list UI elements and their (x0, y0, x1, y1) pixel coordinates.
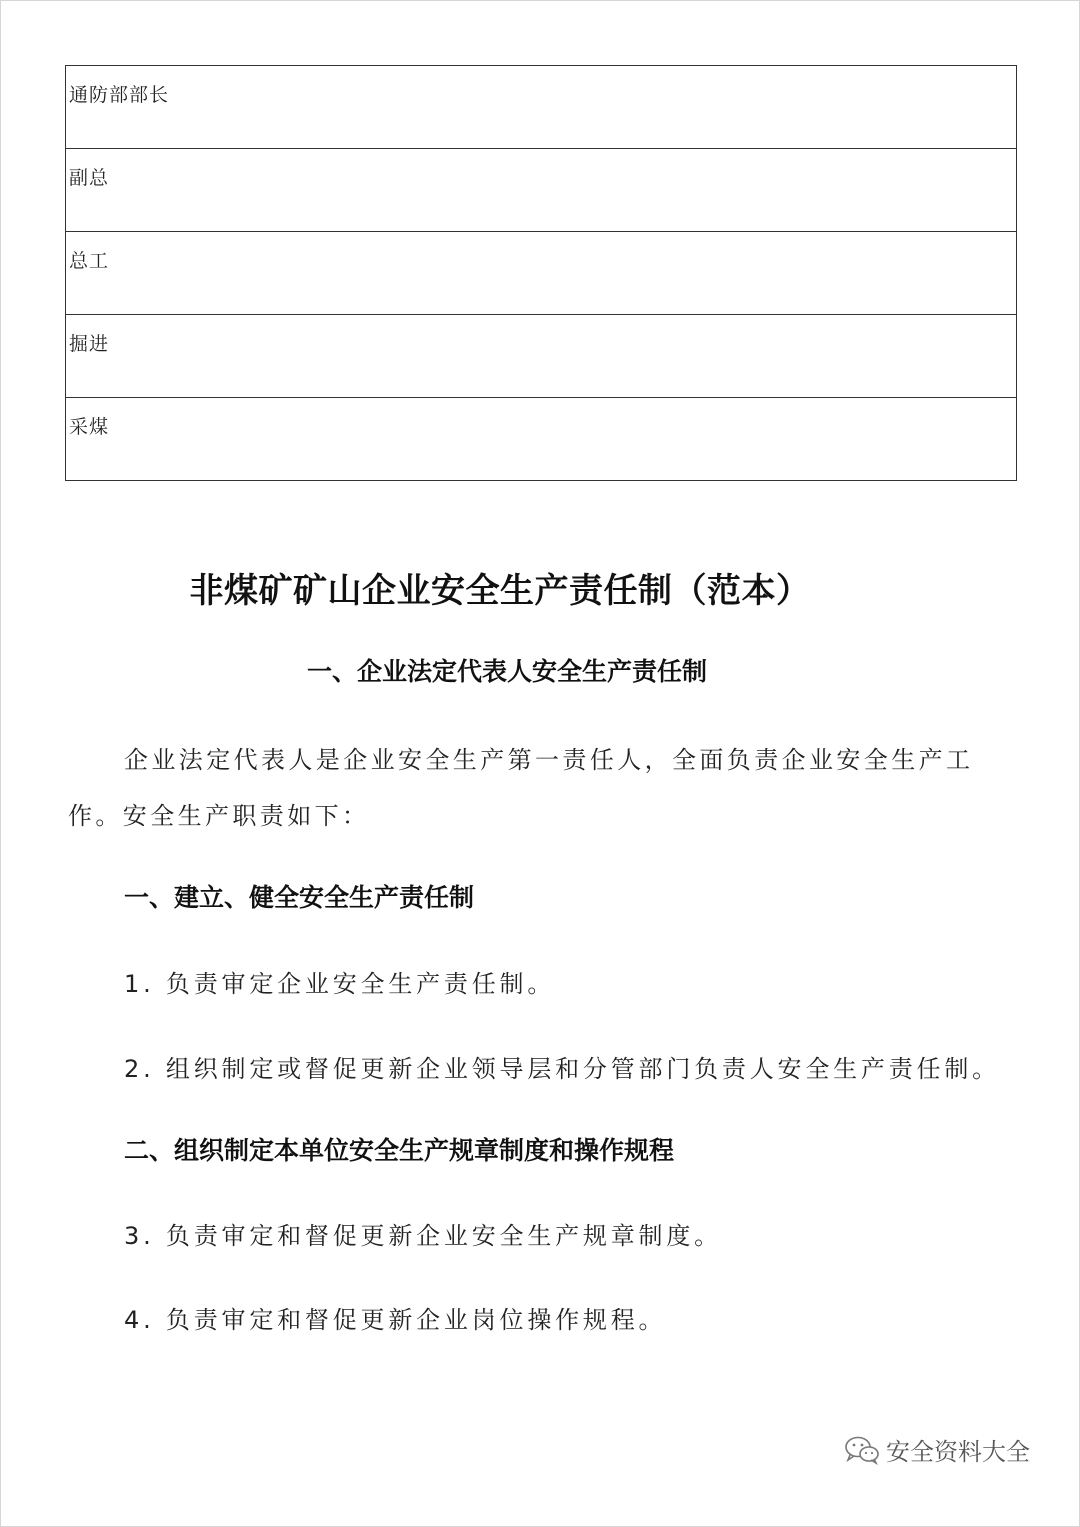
list-item-3: 3. 负责审定和督促更新企业安全生产规章制度。 (124, 1222, 722, 1250)
table-row (66, 66, 1017, 149)
heading-2: 二、组织制定本单位安全生产规章制度和操作规程 (124, 1136, 675, 1165)
signature-table (65, 65, 1017, 481)
table-cell-label: 通防部部长 (66, 66, 1017, 149)
table-cell-label: 副总 (66, 149, 1017, 232)
list-item-1: 1. 负责审定企业安全生产责任制。 (124, 970, 556, 998)
section-title: 一、企业法定代表人安全生产责任制 (307, 657, 708, 686)
list-item-2: 2. 组织制定或督促更新企业领导层和分管部门负责人安全生产责任制。 (124, 1055, 1000, 1083)
table-cell-label: 总工 (66, 232, 1017, 315)
table-row (66, 232, 1017, 315)
heading-1: 一、建立、健全安全生产责任制 (124, 883, 475, 912)
wechat-icon (844, 1435, 880, 1465)
document-title: 非煤矿矿山企业安全生产责任制（范本） (189, 571, 811, 611)
list-item-4: 4. 负责审定和督促更新企业岗位操作规程。 (124, 1306, 667, 1334)
intro-paragraph: 企业法定代表人是企业安全生产第一责任人，全面负责企业安全生产工作。安全生产职责如下： (68, 746, 974, 830)
table-row (66, 315, 1017, 398)
table-cell-label: 掘进 (66, 315, 1017, 398)
table-cell-label: 采煤 (66, 398, 1017, 481)
watermark (844, 1432, 1030, 1467)
watermark-text: 安全资料大全 (886, 1438, 1030, 1466)
table-row (66, 398, 1017, 481)
table-row (66, 149, 1017, 232)
